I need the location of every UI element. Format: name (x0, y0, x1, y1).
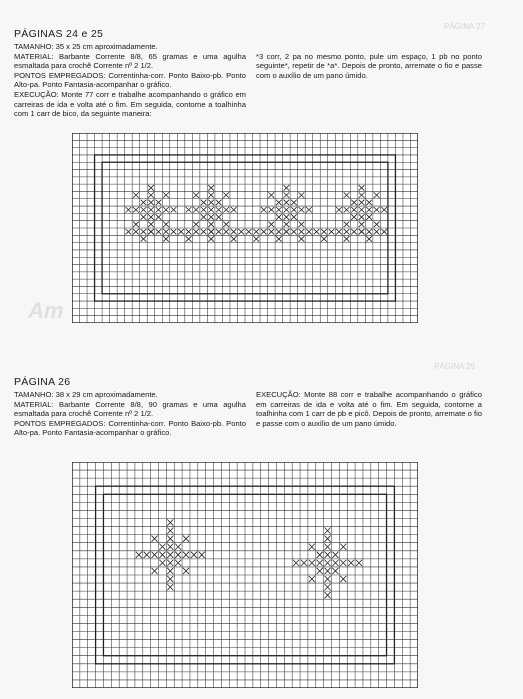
stitch-cross (276, 207, 282, 213)
stitch-cross (321, 236, 327, 242)
grid-lines (72, 133, 418, 323)
stitch-cross (332, 568, 338, 574)
stitch-cross (167, 519, 173, 525)
section1-right-column (256, 42, 482, 80)
stitch-cross (336, 229, 342, 235)
stitch-cross (156, 229, 162, 235)
section2-tamanho-value: 38 x 29 cm aproximadamente. (53, 390, 158, 399)
stitch-cross (325, 568, 331, 574)
section2-execucao-value: Monte 88 corr e trabalhe acompanhando o gráfico em carreiras de ida e volta até o fim. Em seguida, contorne a toalhinha com 1 carr de pb e picô. Depois de pronto, arremate o fio e passe com o auxílio de um pano úmido. (256, 390, 482, 428)
stitch-cross (374, 207, 380, 213)
stitch-cross (284, 200, 290, 206)
stitch-cross (144, 552, 150, 558)
stitch-cross (314, 229, 320, 235)
stitch-cross (175, 560, 181, 566)
stitch-cross (299, 229, 305, 235)
stitch-cross (208, 214, 214, 220)
stitch-cross (148, 222, 154, 228)
stitch-cross (223, 207, 229, 213)
stitch-cross (216, 200, 222, 206)
section2-tamanho-label: TAMANHO: (14, 390, 54, 399)
stitch-cross (366, 207, 372, 213)
section1-tamanho-label: TAMANHO: (14, 42, 54, 51)
stitch-cross (284, 207, 290, 213)
stitch-cross (325, 527, 331, 533)
stitch-cross (351, 207, 357, 213)
stitch-cross (141, 229, 147, 235)
stitch-cross (325, 560, 331, 566)
stitch-cross (284, 222, 290, 228)
stitch-cross (133, 207, 139, 213)
stitch-cross (216, 214, 222, 220)
stitch-cross (366, 214, 372, 220)
stitch-cross (208, 207, 214, 213)
stitch-cross (199, 552, 205, 558)
stitch-cross (163, 236, 169, 242)
stitch-cross (325, 592, 331, 598)
stitch-cross (317, 552, 323, 558)
stitch-cross (167, 552, 173, 558)
stitch-cross (332, 560, 338, 566)
stitch-cross (340, 544, 346, 550)
stitch-cross (183, 536, 189, 542)
stitch-cross (299, 207, 305, 213)
stitch-cross (148, 207, 154, 213)
stitch-cross (344, 229, 350, 235)
stitch-cross (306, 207, 312, 213)
stitch-cross (329, 229, 335, 235)
stitch-cross (133, 192, 139, 198)
stitch-cross (374, 229, 380, 235)
section2-material (14, 400, 246, 419)
stitch-cross (167, 568, 173, 574)
stitch-cross (268, 222, 274, 228)
stitch-cross (148, 200, 154, 206)
stitch-cross (276, 236, 282, 242)
stitch-cross (141, 200, 147, 206)
stitch-cross (359, 214, 365, 220)
section2-title: PÁGINA 26 (14, 376, 71, 388)
section2-tamanho (14, 390, 246, 400)
stitch-cross (163, 229, 169, 235)
section1-material-label: MATERIAL: (14, 51, 54, 61)
stitch-cross (156, 200, 162, 206)
section2-left-column (14, 390, 246, 438)
section1-execucao-label: EXECUÇÃO: (14, 89, 59, 99)
stitch-cross (291, 214, 297, 220)
stitch-cross (359, 222, 365, 228)
stitch-cross (336, 207, 342, 213)
stitch-cross (159, 560, 165, 566)
stitch-cross (261, 207, 267, 213)
stitch-cross (136, 552, 142, 558)
stitch-cross (216, 207, 222, 213)
stitch-cross (284, 229, 290, 235)
stitch-cross (183, 568, 189, 574)
stitch-cross (284, 185, 290, 191)
stitch-cross (175, 544, 181, 550)
section1-material-value: Barbante Corrente 8/8, 65 gramas e uma agulha esmaltada para crochê Corrente nº 2 1/2. (14, 51, 246, 71)
section2-pontos-value: Correntinha-corr. Ponto Baixo-pb. Ponto Alto-pa. Ponto Fantasia-acompanhar o gráfico. (14, 418, 246, 438)
stitch-cross (359, 192, 365, 198)
stitch-cross (293, 560, 299, 566)
stitch-cross (374, 192, 380, 198)
stitch-cross (152, 568, 158, 574)
section2-execucao (256, 390, 482, 428)
stitch-cross (208, 229, 214, 235)
stitch-cross (276, 214, 282, 220)
stitch-cross (231, 229, 237, 235)
section1-execucao (14, 90, 246, 119)
stitch-cross (359, 207, 365, 213)
stitch-cross (159, 544, 165, 550)
section1-bico: *3 corr, 2 pa no mesmo ponto, pule um espaço, 1 pb no ponto seguinte*, repetir de *a*. Depois de pronto, arremate o fio e passe com o auxílio de um pano úmido. (256, 51, 482, 80)
stitch-cross (291, 207, 297, 213)
stitch-cross (208, 185, 214, 191)
stitch-cross (351, 200, 357, 206)
stitch-cross (167, 527, 173, 533)
stitch-cross (156, 207, 162, 213)
section1-execucao-value: Monte 77 corr e trabalhe acompanhando o gráfico em carreiras de ida e volta até o fim. Em seguida, contorne a toalhinha com 1 carr de bico, da seguinte maneira: (14, 89, 246, 119)
stitch-cross (284, 192, 290, 198)
stitch-cross (344, 192, 350, 198)
stitch-cross (374, 222, 380, 228)
stitch-cross (325, 544, 331, 550)
section2-chart-svg (72, 462, 418, 688)
stitch-cross (201, 229, 207, 235)
stitch-cross (325, 552, 331, 558)
stitch-cross (325, 584, 331, 590)
stitch-cross (133, 222, 139, 228)
stitch-cross (193, 207, 199, 213)
stitch-cross (348, 560, 354, 566)
section1-pontos-value: Correntinha-corr. Ponto Baixo-pb. Ponto Alto-pa. Ponto Fantasia-acompanhar o gráfico. (14, 70, 246, 90)
stitch-cross (351, 214, 357, 220)
stitch-cross (159, 552, 165, 558)
stitch-cross (201, 200, 207, 206)
section1-crochet-chart (72, 133, 418, 323)
stitch-cross (148, 185, 154, 191)
stitch-cross (167, 576, 173, 582)
stitch-cross (340, 560, 346, 566)
stitch-cross (351, 229, 357, 235)
stitch-cross (299, 222, 305, 228)
stitch-cross (344, 207, 350, 213)
stitch-cross (167, 560, 173, 566)
stitch-cross (366, 200, 372, 206)
stitch-cross (183, 552, 189, 558)
stitch-cross (191, 552, 197, 558)
stitch-cross (163, 192, 169, 198)
stitch-cross (152, 552, 158, 558)
stitch-cross (148, 192, 154, 198)
stitch-cross (231, 236, 237, 242)
stitch-cross (223, 192, 229, 198)
stitch-cross (366, 229, 372, 235)
stitch-cross (193, 192, 199, 198)
stitch-cross (141, 214, 147, 220)
bleed-through-left-word: Am (28, 298, 64, 323)
stitch-cross (291, 229, 297, 235)
stitch-cross (186, 236, 192, 242)
stitch-cross (284, 214, 290, 220)
stitch-cross (359, 185, 365, 191)
section2-material-label: MATERIAL: (14, 399, 54, 409)
stitch-cross (126, 229, 132, 235)
stitch-cross (186, 229, 192, 235)
stitch-cross (344, 222, 350, 228)
stitch-cross (268, 207, 274, 213)
stitch-cross (208, 192, 214, 198)
stitch-cross (299, 236, 305, 242)
stitch-cross (332, 552, 338, 558)
section2-material-value: Barbante Corrente 8/8, 90 gramas e uma agulha esmaltada para crochê Corrente nº 2 1/2. (14, 399, 246, 419)
grid-lines (72, 462, 418, 688)
stitch-cross (268, 229, 274, 235)
stitch-cross (317, 568, 323, 574)
stitch-cross (216, 229, 222, 235)
stitch-cross (141, 236, 147, 242)
stitch-cross (309, 544, 315, 550)
stitch-cross (309, 576, 315, 582)
stitch-cross (208, 236, 214, 242)
stitch-cross (317, 560, 323, 566)
stitch-cross (175, 552, 181, 558)
stitch-cross (359, 200, 365, 206)
stitch-cross (156, 214, 162, 220)
stitch-cross (309, 560, 315, 566)
stitch-cross (193, 222, 199, 228)
stitch-cross (301, 560, 307, 566)
stitch-cross (186, 207, 192, 213)
stitch-cross (246, 229, 252, 235)
stitch-cross (171, 207, 177, 213)
stitch-cross (381, 207, 387, 213)
stitch-cross (148, 229, 154, 235)
stitch-cross (133, 229, 139, 235)
stitch-cross (201, 214, 207, 220)
stitch-cross (208, 200, 214, 206)
section1-title: PÁGINAS 24 e 25 (14, 28, 104, 40)
stitch-cross (163, 207, 169, 213)
stitch-cross (163, 222, 169, 228)
section1-left-column (14, 42, 246, 119)
bleed-through-mid: PÁGINA 29 (434, 362, 475, 371)
section1-material (14, 52, 246, 71)
stitch-cross (321, 229, 327, 235)
stitch-cross (359, 229, 365, 235)
section2-crochet-chart (72, 462, 418, 688)
stitch-cross (276, 229, 282, 235)
stitch-cross (356, 560, 362, 566)
stitch-cross (193, 229, 199, 235)
stitch-cross (253, 229, 259, 235)
section1-pontos-label: PONTOS EMPREGADOS: (14, 70, 106, 80)
stitch-cross (178, 229, 184, 235)
section1-tamanho-value: 35 x 25 cm aproximadamente. (53, 42, 158, 51)
section1-chart-svg (72, 133, 418, 323)
stitch-cross (340, 576, 346, 582)
stitch-cross (261, 229, 267, 235)
stitch-cross (381, 229, 387, 235)
stitch-cross (171, 229, 177, 235)
stitch-cross (325, 576, 331, 582)
bleed-through-top: PÁGINA 27 (444, 22, 485, 31)
stitch-cross (208, 222, 214, 228)
stitch-cross (167, 584, 173, 590)
stitch-cross (238, 229, 244, 235)
section1-execucao-cont (256, 42, 482, 52)
section2-pontos (14, 419, 246, 438)
stitch-cross (299, 192, 305, 198)
stitch-cross (276, 200, 282, 206)
stitch-cross (126, 207, 132, 213)
stitch-cross (167, 536, 173, 542)
section2-execucao-label: EXECUÇÃO: (256, 390, 301, 399)
stitch-cross (366, 236, 372, 242)
stitch-cross (291, 200, 297, 206)
stitch-cross (306, 229, 312, 235)
stitch-cross (344, 236, 350, 242)
stitch-cross (141, 207, 147, 213)
stitch-cross (223, 229, 229, 235)
stitch-cross (152, 536, 158, 542)
stitch-cross (253, 236, 259, 242)
stitch-cross (167, 544, 173, 550)
stitch-cross (148, 214, 154, 220)
section2-right-column (256, 390, 482, 428)
section1-pontos (14, 71, 246, 90)
section2-pontos-label: PONTOS EMPREGADOS: (14, 418, 106, 428)
stitch-cross (268, 192, 274, 198)
section1-tamanho (14, 42, 246, 52)
stitch-cross (223, 222, 229, 228)
stitch-cross (231, 207, 237, 213)
stitch-cross (325, 536, 331, 542)
stitch-cross (201, 207, 207, 213)
